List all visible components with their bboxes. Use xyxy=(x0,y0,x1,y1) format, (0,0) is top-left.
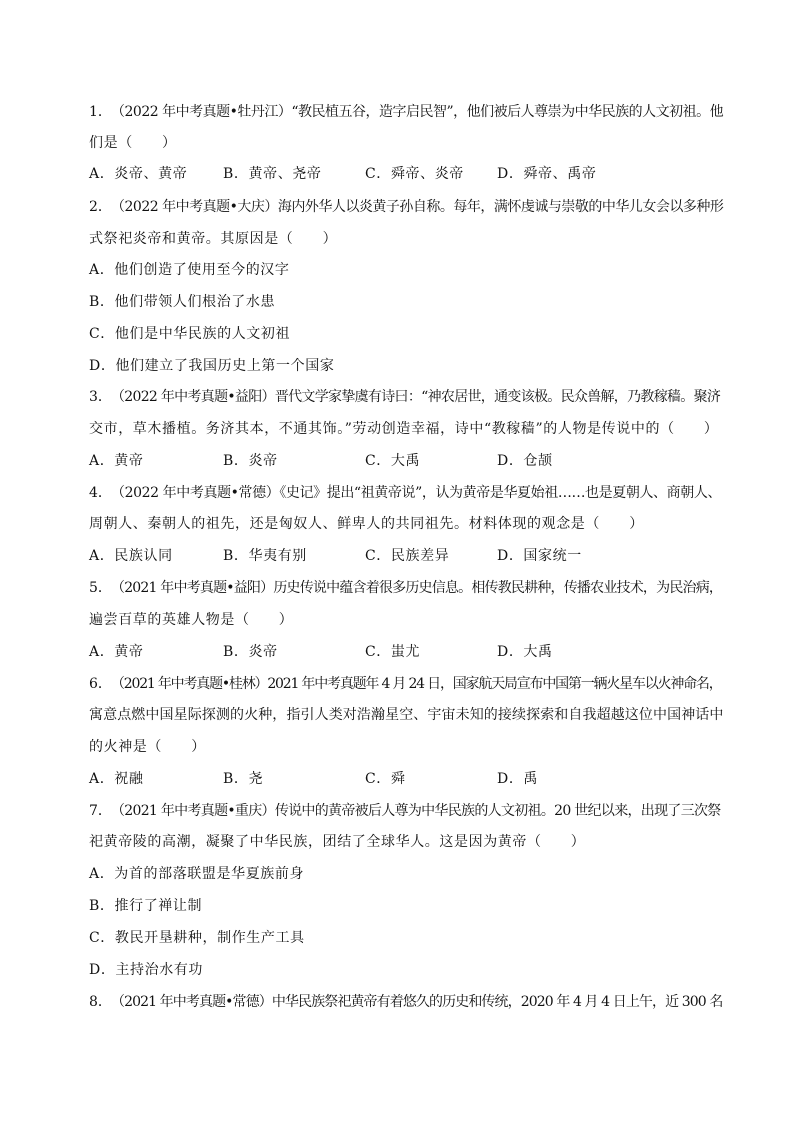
question-3-options xyxy=(0,449,794,473)
question-number: 3． xyxy=(89,389,112,405)
question-text: 的火神是（ ） xyxy=(89,739,206,755)
question-text: （2021 年中考真题•常德）中华民族祭祀黄帝有着悠久的历史和传统，2020 年 4 月 4 日上午，近 300 名 xyxy=(111,994,723,1010)
option-d: D．主持治水有功 xyxy=(89,962,204,978)
question-4-line-2 xyxy=(0,512,794,536)
question-6-options xyxy=(0,767,794,791)
question-3-line-2 xyxy=(0,417,794,441)
option-d: D．舜帝、禹帝 xyxy=(497,166,597,182)
question-1-line-1 xyxy=(0,100,794,124)
option-c: C．教民开垦耕种，制作生产工具 xyxy=(89,930,305,946)
question-6-line-1 xyxy=(0,672,794,696)
option-b: B．华夷有别 xyxy=(223,548,307,564)
option-b: B．推行了禅让制 xyxy=(89,898,203,914)
question-2-option-d xyxy=(0,354,794,378)
question-7-option-b xyxy=(0,894,794,918)
question-text: （2022 年中考真题•益阳）晋代文学家挚虞有诗曰：“神农居世，通变该极。民众兽解，乃教稼穑。聚济 xyxy=(111,389,721,405)
question-text: 式祭祀炎帝和黄帝。其原因是（ ） xyxy=(89,231,338,247)
question-1-options xyxy=(0,162,794,186)
option-c: C．舜帝、炎帝 xyxy=(365,166,464,182)
option-d: D．禹 xyxy=(497,771,539,787)
option-b: B．他们带领人们根治了水患 xyxy=(89,294,276,310)
option-b: B．炎帝 xyxy=(223,453,278,469)
question-5-line-1 xyxy=(0,576,794,600)
option-a: A．他们创造了使用至今的汉字 xyxy=(89,262,290,278)
question-6-line-2 xyxy=(0,703,794,727)
question-text: （2021 年中考真题•重庆）传说中的黄帝被后人尊为中华民族的人文初祖。20 世纪以来，出现了三次祭 xyxy=(111,803,721,819)
question-7-option-a xyxy=(0,862,794,886)
option-a: A．祝融 xyxy=(89,771,144,787)
question-text: （2022 年中考真题•常德）《史记》提出“祖黄帝说”，认为黄帝是华夏始祖……也是夏朝人、商朝人、 xyxy=(111,485,722,501)
question-number: 8． xyxy=(89,994,112,1010)
question-number: 5． xyxy=(89,580,112,596)
question-text: 寓意点燃中国星际探测的火种，指引人类对浩瀚星空、宇宙未知的接续探索和自我超越这位中国神话中 xyxy=(89,707,724,723)
option-c: C．他们是中华民族的人文初祖 xyxy=(89,326,291,342)
option-a: A．为首的部落联盟是华夏族前身 xyxy=(89,866,305,882)
question-text: （2022 年中考真题•牡丹江）“教民植五谷，造字启民智”，他们被后人尊崇为中华民族的人文初祖。他 xyxy=(111,104,724,120)
question-text: （2021 年中考真题•桂林）2021 年中考真题年 4 月 24 日，国家航天局宣布中国第一辆火星车以火神命名， xyxy=(111,676,722,692)
option-d: D．他们建立了我国历史上第一个国家 xyxy=(89,358,335,374)
option-b: B．炎帝 xyxy=(223,644,278,660)
question-text: 交市，草木播植。务济其本，不通其饰。”劳动创造幸福，诗中“教稼穑”的人物是传说中的（ ） xyxy=(89,421,719,437)
question-number: 7． xyxy=(89,803,112,819)
option-c: C．民族差异 xyxy=(365,548,450,564)
question-number: 2． xyxy=(89,199,112,215)
question-5-line-2 xyxy=(0,608,794,632)
option-c: C．蚩尤 xyxy=(365,644,421,660)
question-number: 6． xyxy=(89,676,112,692)
question-2-option-a xyxy=(0,258,794,282)
option-c: C．大禹 xyxy=(365,453,421,469)
question-2-line-1 xyxy=(0,195,794,219)
option-b: B．尧 xyxy=(223,771,264,787)
question-4-options xyxy=(0,544,794,568)
question-4-line-1 xyxy=(0,481,794,505)
question-text: 祀黄帝陵的高潮，凝聚了中华民族，团结了全球华人。这是因为黄帝（ ） xyxy=(89,834,586,850)
option-b: B．黄帝、尧帝 xyxy=(223,166,322,182)
question-6-line-3 xyxy=(0,735,794,759)
option-a: A．黄帝 xyxy=(89,644,144,660)
option-c: C．舜 xyxy=(365,771,406,787)
question-number: 4． xyxy=(89,485,112,501)
question-text: 们是（ ） xyxy=(89,135,177,151)
question-7-option-d xyxy=(0,958,794,982)
option-a: A．民族认同 xyxy=(89,548,173,564)
option-d: D．仓颉 xyxy=(497,453,553,469)
option-d: D．国家统一 xyxy=(497,548,582,564)
question-text: （2022 年中考真题•大庆）海内外华人以炎黄子孙自称。每年，满怀虔诚与崇敬的中华儿女会以多种形 xyxy=(111,199,724,215)
question-text: （2021 年中考真题•益阳）历史传说中蕴含着很多历史信息。相传教民耕种，传播农业技术，为民治病， xyxy=(111,580,723,596)
question-7-option-c xyxy=(0,926,794,950)
option-a: A．黄帝 xyxy=(89,453,144,469)
question-3-line-1 xyxy=(0,385,794,409)
question-2-option-b xyxy=(0,290,794,314)
question-text: 周朝人、秦朝人的祖先，还是匈奴人、鲜卑人的共同祖先。材料体现的观念是（ ） xyxy=(89,516,644,532)
question-7-line-1 xyxy=(0,799,794,823)
question-1-line-2 xyxy=(0,131,794,155)
option-a: A．炎帝、黄帝 xyxy=(89,166,188,182)
option-d: D．大禹 xyxy=(497,644,553,660)
question-number: 1． xyxy=(89,104,112,120)
question-text: 遍尝百草的英雄人物是（ ） xyxy=(89,612,294,628)
question-5-options xyxy=(0,640,794,664)
question-2-option-c xyxy=(0,322,794,346)
question-7-line-2 xyxy=(0,830,794,854)
question-8-line-1 xyxy=(0,990,794,1014)
question-2-line-2 xyxy=(0,227,794,251)
